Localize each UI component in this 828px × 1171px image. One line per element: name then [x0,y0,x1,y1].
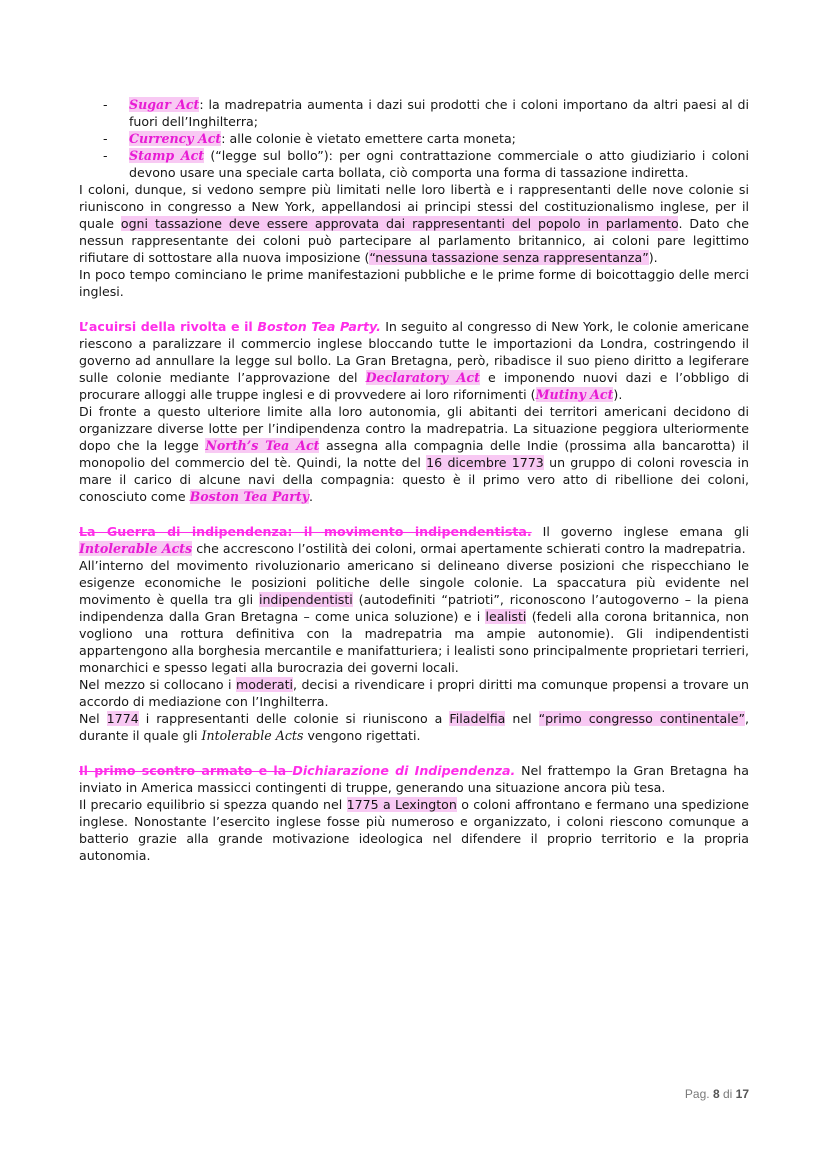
section-heading-italic: Boston Tea Party. [257,319,381,334]
highlight: “primo congresso continentale” [538,711,745,726]
section-guerra: La Guerra di indipendenza: il movimento indipendentista. Il governo inglese emana gli Intolerable Acts che accrescono l’ostilità dei coloni, ormai apertamente schierati contro la madrepatria. [79,524,749,556]
list-item: - Currency Act: alle colonie è vietato emettere carta moneta; [103,131,516,146]
section-heading: L’acuirsi della rivolta e il [79,319,258,334]
paragraph: Nel 1774 i rappresentanti delle colonie si riuniscono a Filadelfia nel “primo congresso continentale”, durante il quale gli Intolerable Acts vengono rigettati. [79,711,749,743]
page-number: Pag. 8 di 17 [684,1087,749,1101]
paragraph: Di fronte a questo ulteriore limite alla loro autonomia, gli abitanti dei territori americani decidono di organizzare diverse lotte per l’indipendenza contro la madrepatria. La situazione peggiora ulteriormente dopo che la legge North’s Tea Act assegna alla compagnia delle Indie (prossima alla bancarotta) il monopolio del commercio del tè. Quindi, la notte del 16 dicembre 1773 un gruppo di coloni rovescia in mare il carico di alcune navi della compagnia: questo è il primo vero atto di ribellione dei coloni, conosciuto come Boston Tea Party. [79,404,750,504]
highlight: Filadelfia [449,711,506,726]
highlight: lealisti [485,609,527,624]
paragraph: Il precario equilibrio si spezza quando nel 1775 a Lexington o coloni affrontano e fermano una spedizione inglese. Nonostante l’esercito inglese fosse più numeroso e organizzato, i coloni riescono comunque a batterio grazie alla grande motivazione ideologica nel difendere il proprio territorio e la propria autonomia. [79,797,750,863]
term-currency-act: Currency Act [129,131,222,146]
highlight: 1775 a Lexington [346,797,457,812]
section-scontro: Il primo scontro armato e la Dichiarazione di Indipendenza. Nel frattempo la Gran Bretagna ha inviato in America massicci contingenti di truppe, generando una situazione ancora più tesa. [79,763,750,795]
acts-list [79,96,749,181]
document-page [79,96,749,864]
section-heading-italic: Dichiarazione di Indipendenza. [292,763,516,778]
paragraph: I coloni, dunque, si vedono sempre più limitati nelle loro libertà e i rappresentanti delle nove colonie si riuniscono in congresso a New York, appellandosi ai principi stessi del costituzionalismo inglese, per il quale ogni tassazione deve essere approvata dai rappresentanti del popolo in parlamento. Dato che nessun rappresentante dei coloni può partecipare al parlamento britannico, ai coloni pare legittimo rifiutare di sottostare alla nuova imposizione (“nessuna tassazione senza rappresentanza”). [79,182,749,265]
term-sugar-act: Sugar Act [129,97,200,112]
section-rivolta: L’acuirsi della rivolta e il Boston Tea Party. In seguito al congresso di New York, le colonie americane riescono a paralizzare il commercio inglese bloccando tutte le importazioni da Londra, costringendo il governo ad annullare la legge sul bollo. La Gran Bretagna, però, ribadisce il suo pieno diritto a legiferare sulle colonie mediante l’approvazione del Declaratory Act e imponendo nuovi dazi e l’obbligo di procurare alloggi alle truppe inglesi e di provvedere ai loro rifornimenti (Mutiny Act). [79,319,749,402]
highlight: moderati [235,677,294,692]
paragraph: Nel mezzo si collocano i moderati, decisi a rivendicare i propri diritti ma comunque propensi a trovare un accordo di mediazione con l’Inghilterra. [79,677,749,709]
paragraph: All’interno del movimento rivoluzionario americano si delineano diverse posizioni che rispecchiano le esigenze economiche le posizioni politiche delle singole colonie. La spaccatura più evidente nel movimento è quella tra gli indipendentisti (autodefiniti “patrioti”, riconoscono l’autogoverno – la piena indipendenza dalla Gran Bretagna – come unica soluzione) e i lealisti (fedeli alla corona britannica, non vogliono una rottura definitiva con la madrepatria ma ampie autonomie). Gli indipendentisti appartengono alla borghesia mercantile e manifatturiera; i lealisti sono principalmente proprietari terrieri, monarchici e spesso legati alla burocrazia dei governi locali. [79,558,750,675]
section-heading: La Guerra di indipendenza: il movimento indipendentista. [79,524,532,539]
highlight: ogni tassazione deve essere approvata dai rappresentanti del popolo in parlamento [120,216,679,231]
paragraph: In poco tempo cominciano le prime manifestazioni pubbliche e le prime forme di boicottaggio delle merci inglesi. [79,267,749,299]
list-item: - Sugar Act: la madrepatria aumenta i dazi sui prodotti che i coloni importano da altri paesi al di fuori dell’Inghilterra; [103,97,749,129]
highlight: 1774 [106,711,139,726]
list-item: - Stamp Act (“legge sul bollo”): per ogni contrattazione commerciale o atto giudiziario i coloni devono usare una speciale carta bollata, ciò comporta una forma di tassazione indiretta. [103,148,749,180]
highlight: 16 dicembre 1773 [426,455,544,470]
highlight: “nessuna tassazione senza rappresentanza” [369,250,649,265]
highlight: indipendentisti [258,592,353,607]
section-heading: Il primo scontro armato e la [79,763,293,778]
term-stamp-act: Stamp Act [129,148,205,163]
